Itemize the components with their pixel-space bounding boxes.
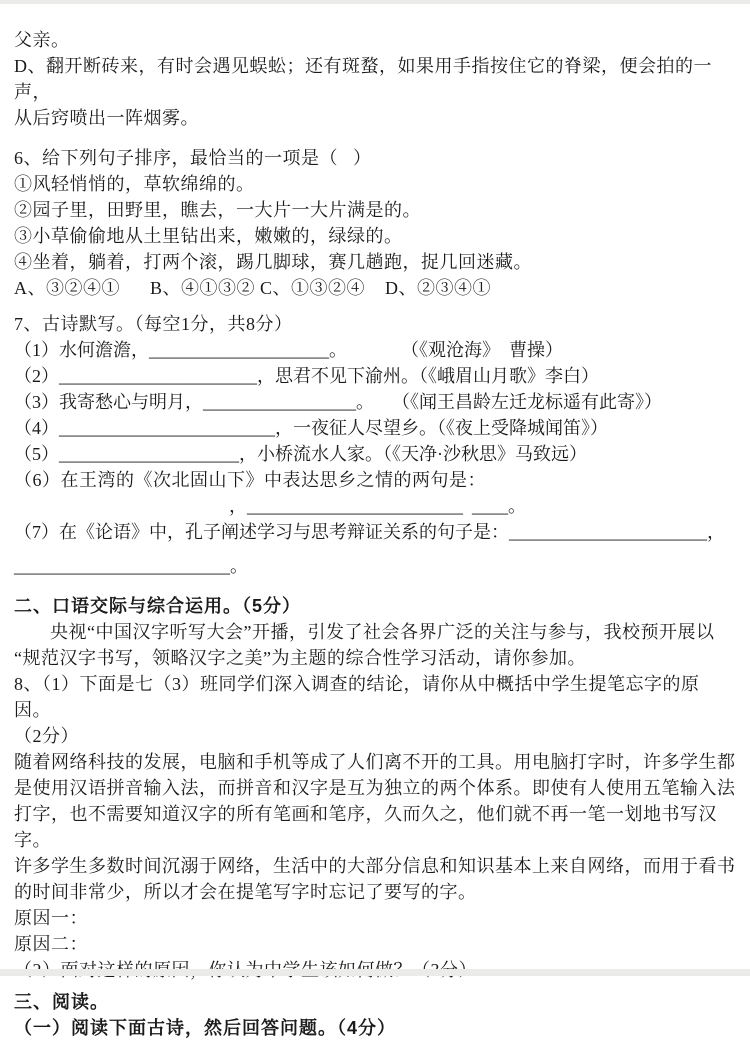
question-7-item-2: （2）______________________，思君不见下渝州。（《峨眉山月歌》李白）	[14, 366, 599, 386]
question-8-passage-line-3: 打字，也不需要知道汉字的所有笔画和笔序，久而久之，他们就不再一笔一划地书写汉字。	[14, 804, 717, 850]
section-2-block	[14, 593, 736, 671]
section-3-block	[14, 989, 736, 1041]
section-3-header: 三、阅读。	[14, 992, 109, 1012]
question-8-reason-1-label: 原因一：	[14, 908, 88, 928]
question-7-title: 7、古诗默写。（每空1分，共8分）	[14, 314, 293, 334]
question-6-sentence-1: ①风轻悄悄的，草软绵绵的。	[14, 174, 255, 194]
question-7-item-7: （7）在《论语》中，孔子阐述学习与思考辩证关系的句子是：______________________，	[14, 522, 725, 542]
question-8-part-1-score: （2分）	[14, 726, 79, 746]
question-8-passage-line-2: 是使用汉语拼音输入法，而拼音和汉字是互为独立的两个体系。即使有人使用五笔输入法	[14, 778, 736, 798]
page-top-edge	[0, 0, 750, 4]
question-7-item-3: （3）我寄愁心与明月，_________________。 （《闻王昌龄左迁龙标遥有此寄》）	[14, 392, 662, 412]
question-6-sentence-4: ④坐着，躺着，打两个滚，踢几脚球，赛几趟跑，捉几回迷藏。	[14, 252, 532, 272]
question-8-passage-line-1: 随着网络科技的发展，电脑和手机等成了人们离不开的工具。用电脑打字时，许多学生都	[14, 752, 736, 772]
question-8-reason-2-label: 原因二：	[14, 934, 88, 954]
section-3-subsection-title: （一）阅读下面古诗，然后回答问题。（4分）	[14, 1018, 397, 1038]
preamble-block	[14, 27, 736, 131]
question-8-block	[14, 671, 736, 983]
question-6-block	[14, 145, 736, 301]
question-7-block	[14, 311, 736, 579]
question-6-title: 6、给下列句子排序，最恰当的一项是（ ）	[14, 148, 372, 168]
question-8-part-1-title: 8、（1）下面是七（3）班同学们深入调查的结论，请你从中概括中学生提笔忘字的原因。	[14, 674, 700, 720]
section-2-intro-line-1: 央视“中国汉字听写大会”开播，引发了社会各界广泛的关注与参与，我校预开展以	[50, 622, 715, 642]
page-bottom-edge	[0, 969, 750, 976]
option-c-remnant-line: 父亲。	[14, 30, 70, 50]
question-7-item-5: （5）____________________，小桥流水人家。（《天净·沙秋思》马致远）	[14, 444, 587, 464]
option-d-line: D、翻开断砖来，有时会遇见蜈蚣；还有斑蝥，如果用手指按住它的脊梁，便会拍的一声，	[14, 56, 712, 102]
question-7-item-6-answer-blank: ，________________________ ____。	[229, 496, 526, 516]
question-8-passage-line-5: 的时间非常少，所以才会在提笔写字时忘记了要写的字。	[14, 882, 477, 902]
section-2-header: 二、口语交际与综合运用。（5分）	[14, 596, 302, 616]
section-2-intro-line-2: “规范汉字书写，领略汉字之美”为主题的综合性学习活动，请你参加。	[14, 648, 586, 668]
question-7-item-1: （1）水何澹澹，____________________。 （《观沧海》 曹操）	[14, 340, 563, 360]
question-7-item-6: （6）在王湾的《次北固山下》中表达思乡之情的两句是：	[14, 470, 486, 490]
question-7-item-7-answer-blank: ________________________。	[14, 556, 248, 576]
question-6-sentence-2: ②园子里，田野里，瞧去，一大片一大片满是的。	[14, 200, 421, 220]
question-6-options: A、③②④① B、④①③② C、①③②④ D、②③④①	[14, 278, 492, 298]
question-8-passage-line-4: 许多学生多数时间沉溺于网络，生活中的大部分信息和知识基本上来自网络，而用于看书	[14, 856, 736, 876]
option-d-continuation-line: 从后窍喷出一阵烟雾。	[14, 108, 199, 128]
question-6-sentence-3: ③小草偷偷地从土里钻出来，嫩嫩的，绿绿的。	[14, 226, 403, 246]
question-7-item-4: （4）________________________，一夜征人尽望乡。（《夜上受降城闻笛》）	[14, 418, 608, 438]
